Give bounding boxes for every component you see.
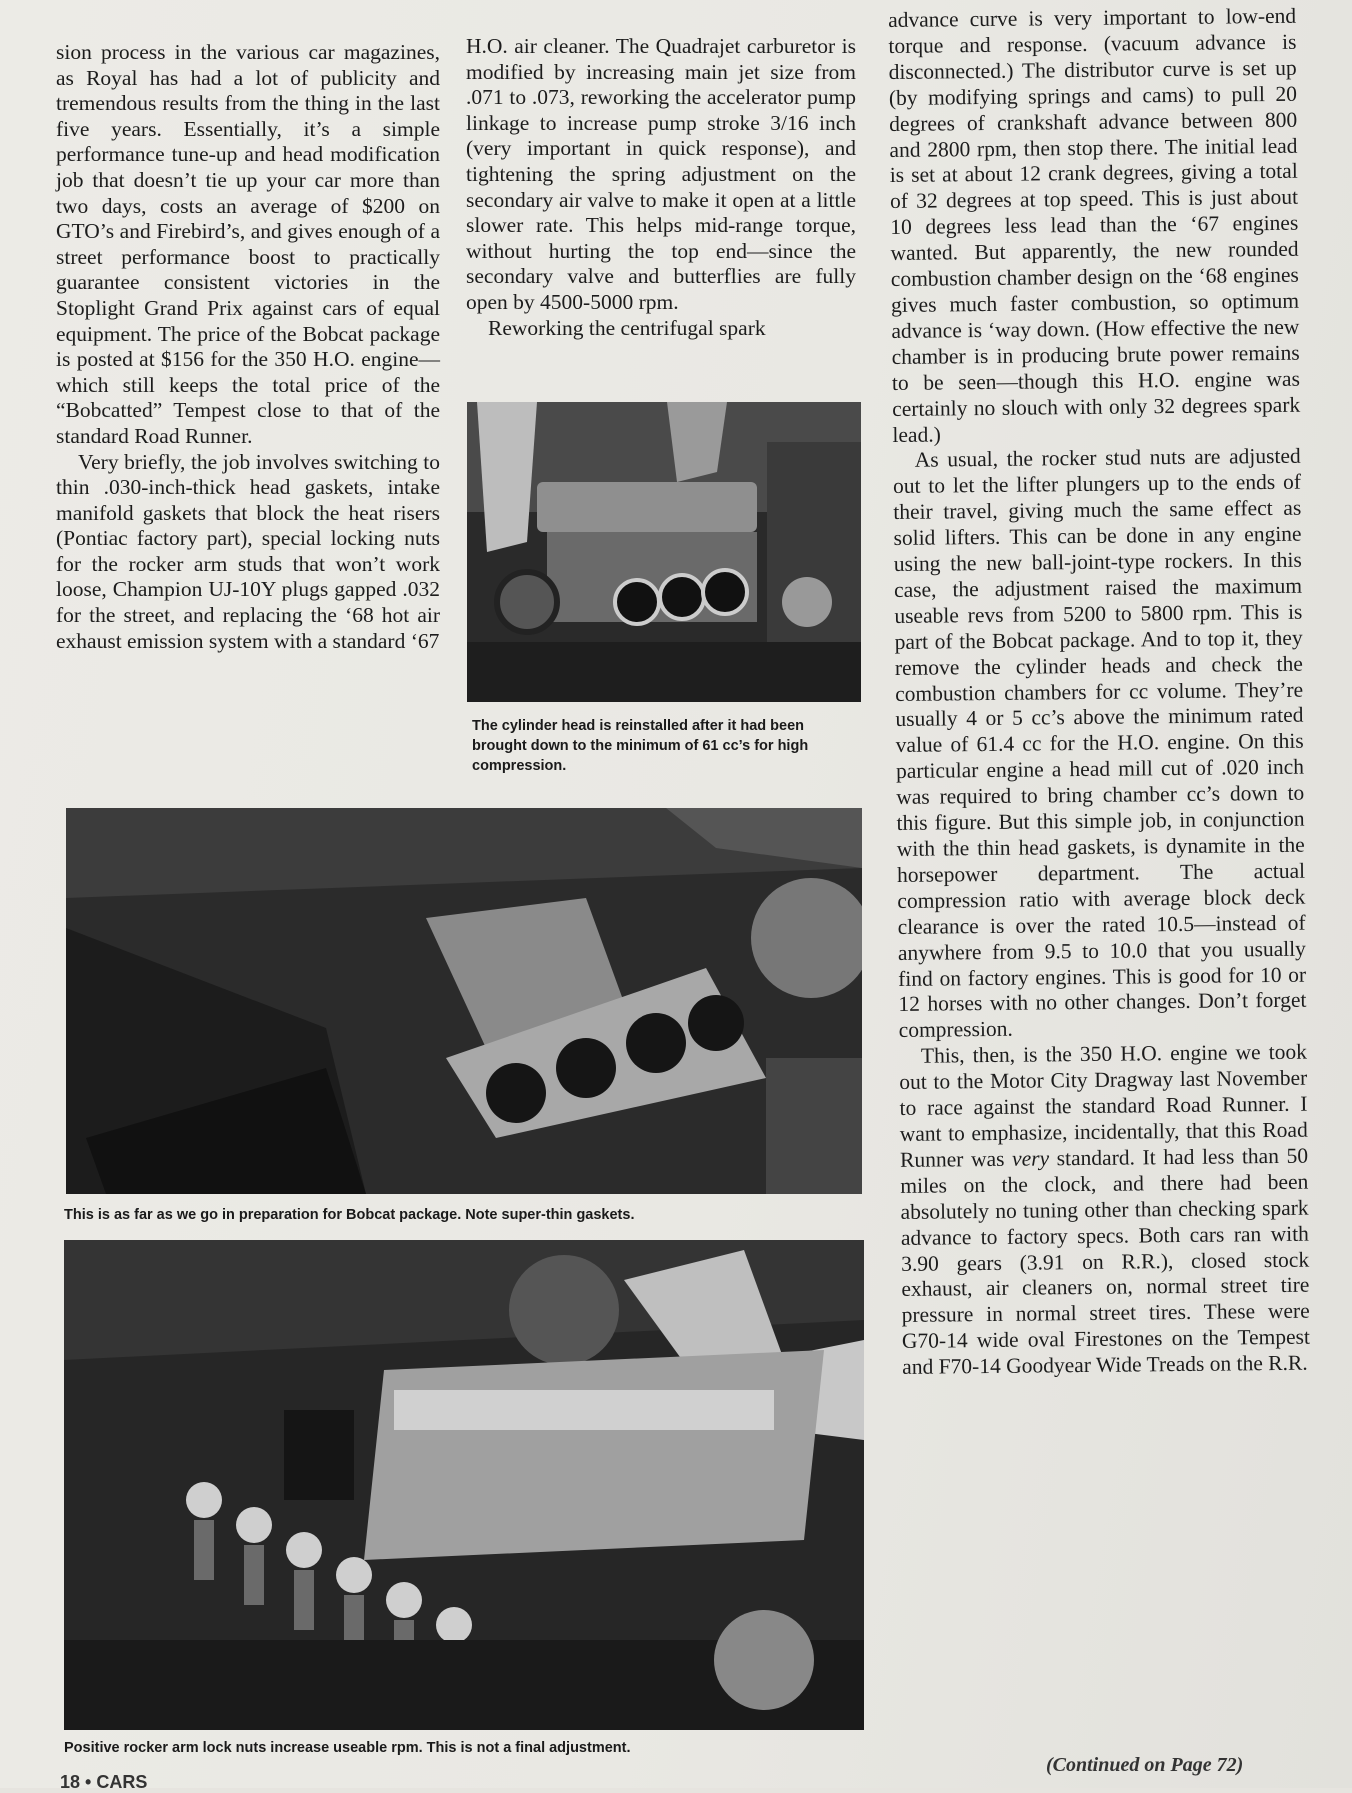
photo-caption: This is as far as we go in preparation for Bobcat package. Note super-thin gaskets. [64, 1207, 635, 1223]
paragraph: Reworking the centrifugal spark [488, 315, 766, 340]
photo-caption: Positive rocker arm lock nuts increase useable rpm. This is not a final adjustment. [64, 1740, 631, 1756]
article-column-1 [56, 40, 440, 654]
paragraph-text: This, then, is the 350 H.O. engine we took out to the Motor City Dragway last November to race against the standard Road Runner. I want to emphasize, incidentally, that this Road Runner was [899, 1039, 1308, 1172]
article-column-2 [466, 34, 856, 341]
continued-note: (Continued on Page 72) [1046, 1754, 1244, 1776]
cylinder-head-photo [467, 402, 861, 702]
paragraph: sion process in the various car magazines, as Royal has had a lot of publicity and tremendous results from the thing in the last five years. Essentially, it’s a simple performance tune-up and head modification job that doesn’t tie up your car more than two days, costs an average of $200 on GTO’s and Firebird’s, and gives enough of a street performance boost to practically guarantee consistent victories in the Stoplight Grand Prix against cars of equal equipment. The price of the Bobcat package is posted at $156 for the 350 H.O. engine—which still keeps the total price of the “Bobcatted” Tempest close to that of the standard Road Runner. [56, 40, 440, 448]
rocker-arms-photo [64, 1240, 864, 1730]
emphasis-text: very [1011, 1146, 1050, 1171]
engine-block-photo [66, 808, 862, 1194]
paragraph: advance curve is very important to low-end torque and response. (vacuum advance is disconnected.) The distributor curve is set up (by modifying springs and cams) to pull 20 degrees of crankshaft advance between 800 and 2800 rpm, then stop there. The initial lead is set at about 12 crank degrees, giving a total of 32 degrees at top speed. This is just about 10 degrees less lead than the ‘67 engines wanted. But apparently, the new rounded combustion chamber design on the ‘68 engines gives much faster combustion, so optimum advance is ‘way down. (How effective the new chamber is in producing brute power remains to be seen—though this H.O. engine was certainly no slouch with only 32 degrees spark lead.) [888, 3, 1301, 447]
photo-caption: The cylinder head is reinstalled after it had been brought down to the minimum of 61 cc’s for high compression. [472, 718, 809, 774]
paragraph-text: standard. It had less than 50 miles on the clock, and there had been absolutely no tuning other than checking spark advance to factory specs. Both cars ran with 3.90 gears (3.91 on R.R.), closed stock exhaust, air cleaners on, normal street tire pressure in normal street tires. These were G70-14 wide oval Firestones on the Tempest and F70-14 Goodyear Wide Treads on the R.R. [900, 1143, 1311, 1380]
paragraph: As usual, the rocker stud nuts are adjusted out to let the lifter plungers up to the ends of their travel, giving much the same effect as solid lifters. This can be done in any engine using the new ball-joint-type rockers. In this case, the adjustment raised the maximum useable revs from 5200 to 5800 rpm. This is part of the Bobcat package. And to top it, they remove the cylinder heads and check the combustion chambers for cc volume. They’re usually 4 or 5 cc’s above the minimum rated value of 61.4 cc for the H.O. engine. On this particular engine a head mill cut of .020 inch was required to bring chamber cc’s down to this figure. But this simple job, in conjunction with the thin head gaskets, is dynamite in the horsepower department. The actual compression ratio with average block deck clearance is over the rated 10.5—instead of anywhere from 9.5 to 10.0 that you usually find on factory engines. This is good for 10 or 12 horses with no other changes. Don’t forget compression. [892, 444, 1307, 1043]
page-footer: 18 • CARS [60, 1772, 148, 1792]
article-column-3 [888, 4, 1310, 1381]
paragraph [899, 1040, 1311, 1381]
paragraph: H.O. air cleaner. The Quadrajet carburetor is modified by increasing main jet size from .071 to .073, reworking the accelerator pump linkage to increase pump stroke 3/16 inch (very important in quick response), and tightening the spring adjustment on the secondary air valve to make it open at a little slower rate. This helps mid-range torque, without hurting the top end—since the secondary valve and butterflies are fully open by 4500-5000 rpm. [466, 34, 856, 314]
paragraph: Very briefly, the job involves switching to thin .030-inch-thick head gaskets, intake manifold gaskets that block the heat risers (Pontiac factory part), special locking nuts for the rocker arm studs that won’t work loose, Champion UJ-10Y plugs gapped .032 for the street, and replacing the ‘68 hot air exhaust emission system with a standard ‘67 [56, 449, 440, 653]
